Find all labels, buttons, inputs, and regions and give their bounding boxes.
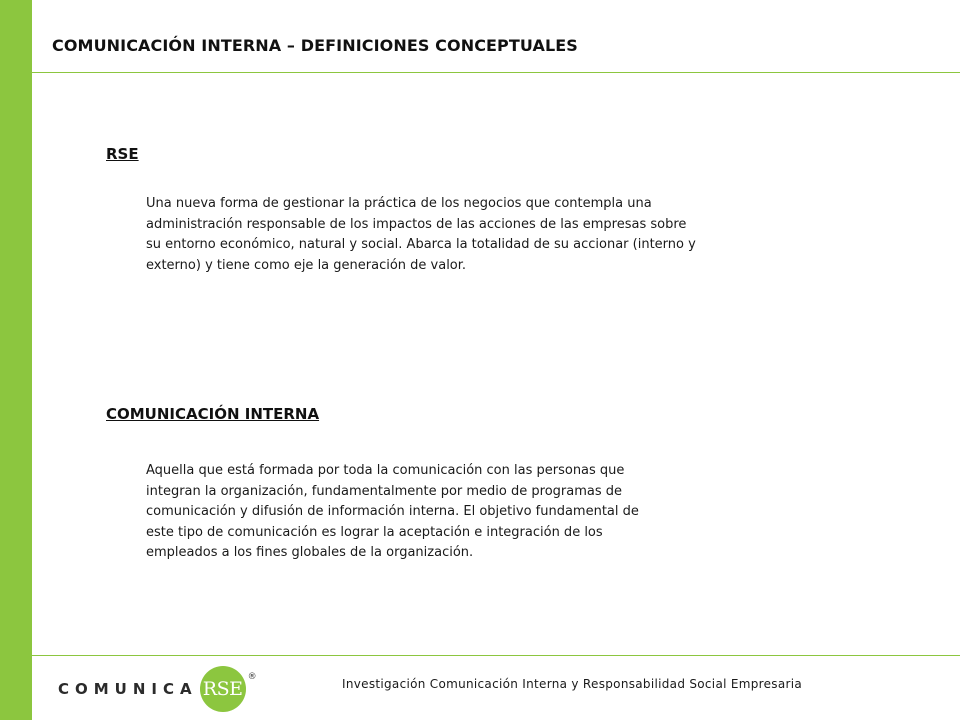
body-line: su entorno económico, natural y social. Abarca la totalidad de su accionar (interno y	[146, 237, 696, 252]
page-title: COMUNICACIÓN INTERNA – DEFINICIONES CONCEPTUALES	[52, 36, 578, 55]
body-line: este tipo de comunicación es lograr la aceptación e integración de los	[146, 524, 603, 540]
comunica-rse-logo	[58, 664, 257, 714]
logo-wordmark: COMUNICA	[58, 680, 198, 698]
body-line: administración responsable de los impactos de las acciones de las empresas sobre	[146, 216, 687, 232]
footer-caption: Investigación Comunicación Interna y Responsabilidad Social Empresaria	[342, 677, 803, 691]
section-body-comunicacion-interna	[146, 461, 639, 564]
logo-badge	[200, 666, 246, 712]
logo-badge-text: RSE	[202, 678, 243, 700]
body-line: empleados a los fines globales de la organización.	[146, 545, 474, 560]
section-heading-comunicacion-interna: COMUNICACIÓN INTERNA	[106, 405, 320, 423]
body-line: externo) y tiene como eje la generación de valor.	[146, 257, 467, 273]
body-line: Aquella que está formada por toda la comunicación con las personas que	[146, 463, 625, 478]
title-divider	[32, 72, 960, 73]
footer-divider	[32, 655, 960, 656]
side-accent-bar	[0, 0, 32, 720]
body-line: comunicación y difusión de información interna. El objetivo fundamental de	[146, 504, 639, 519]
body-line: Una nueva forma de gestionar la práctica de los negocios que contempla una	[146, 196, 652, 211]
section-body-rse	[146, 194, 696, 276]
section-heading-rse: RSE	[106, 145, 139, 163]
registered-mark: ®	[247, 672, 257, 682]
body-line: integran la organización, fundamentalmente por medio de programas de	[146, 483, 623, 499]
